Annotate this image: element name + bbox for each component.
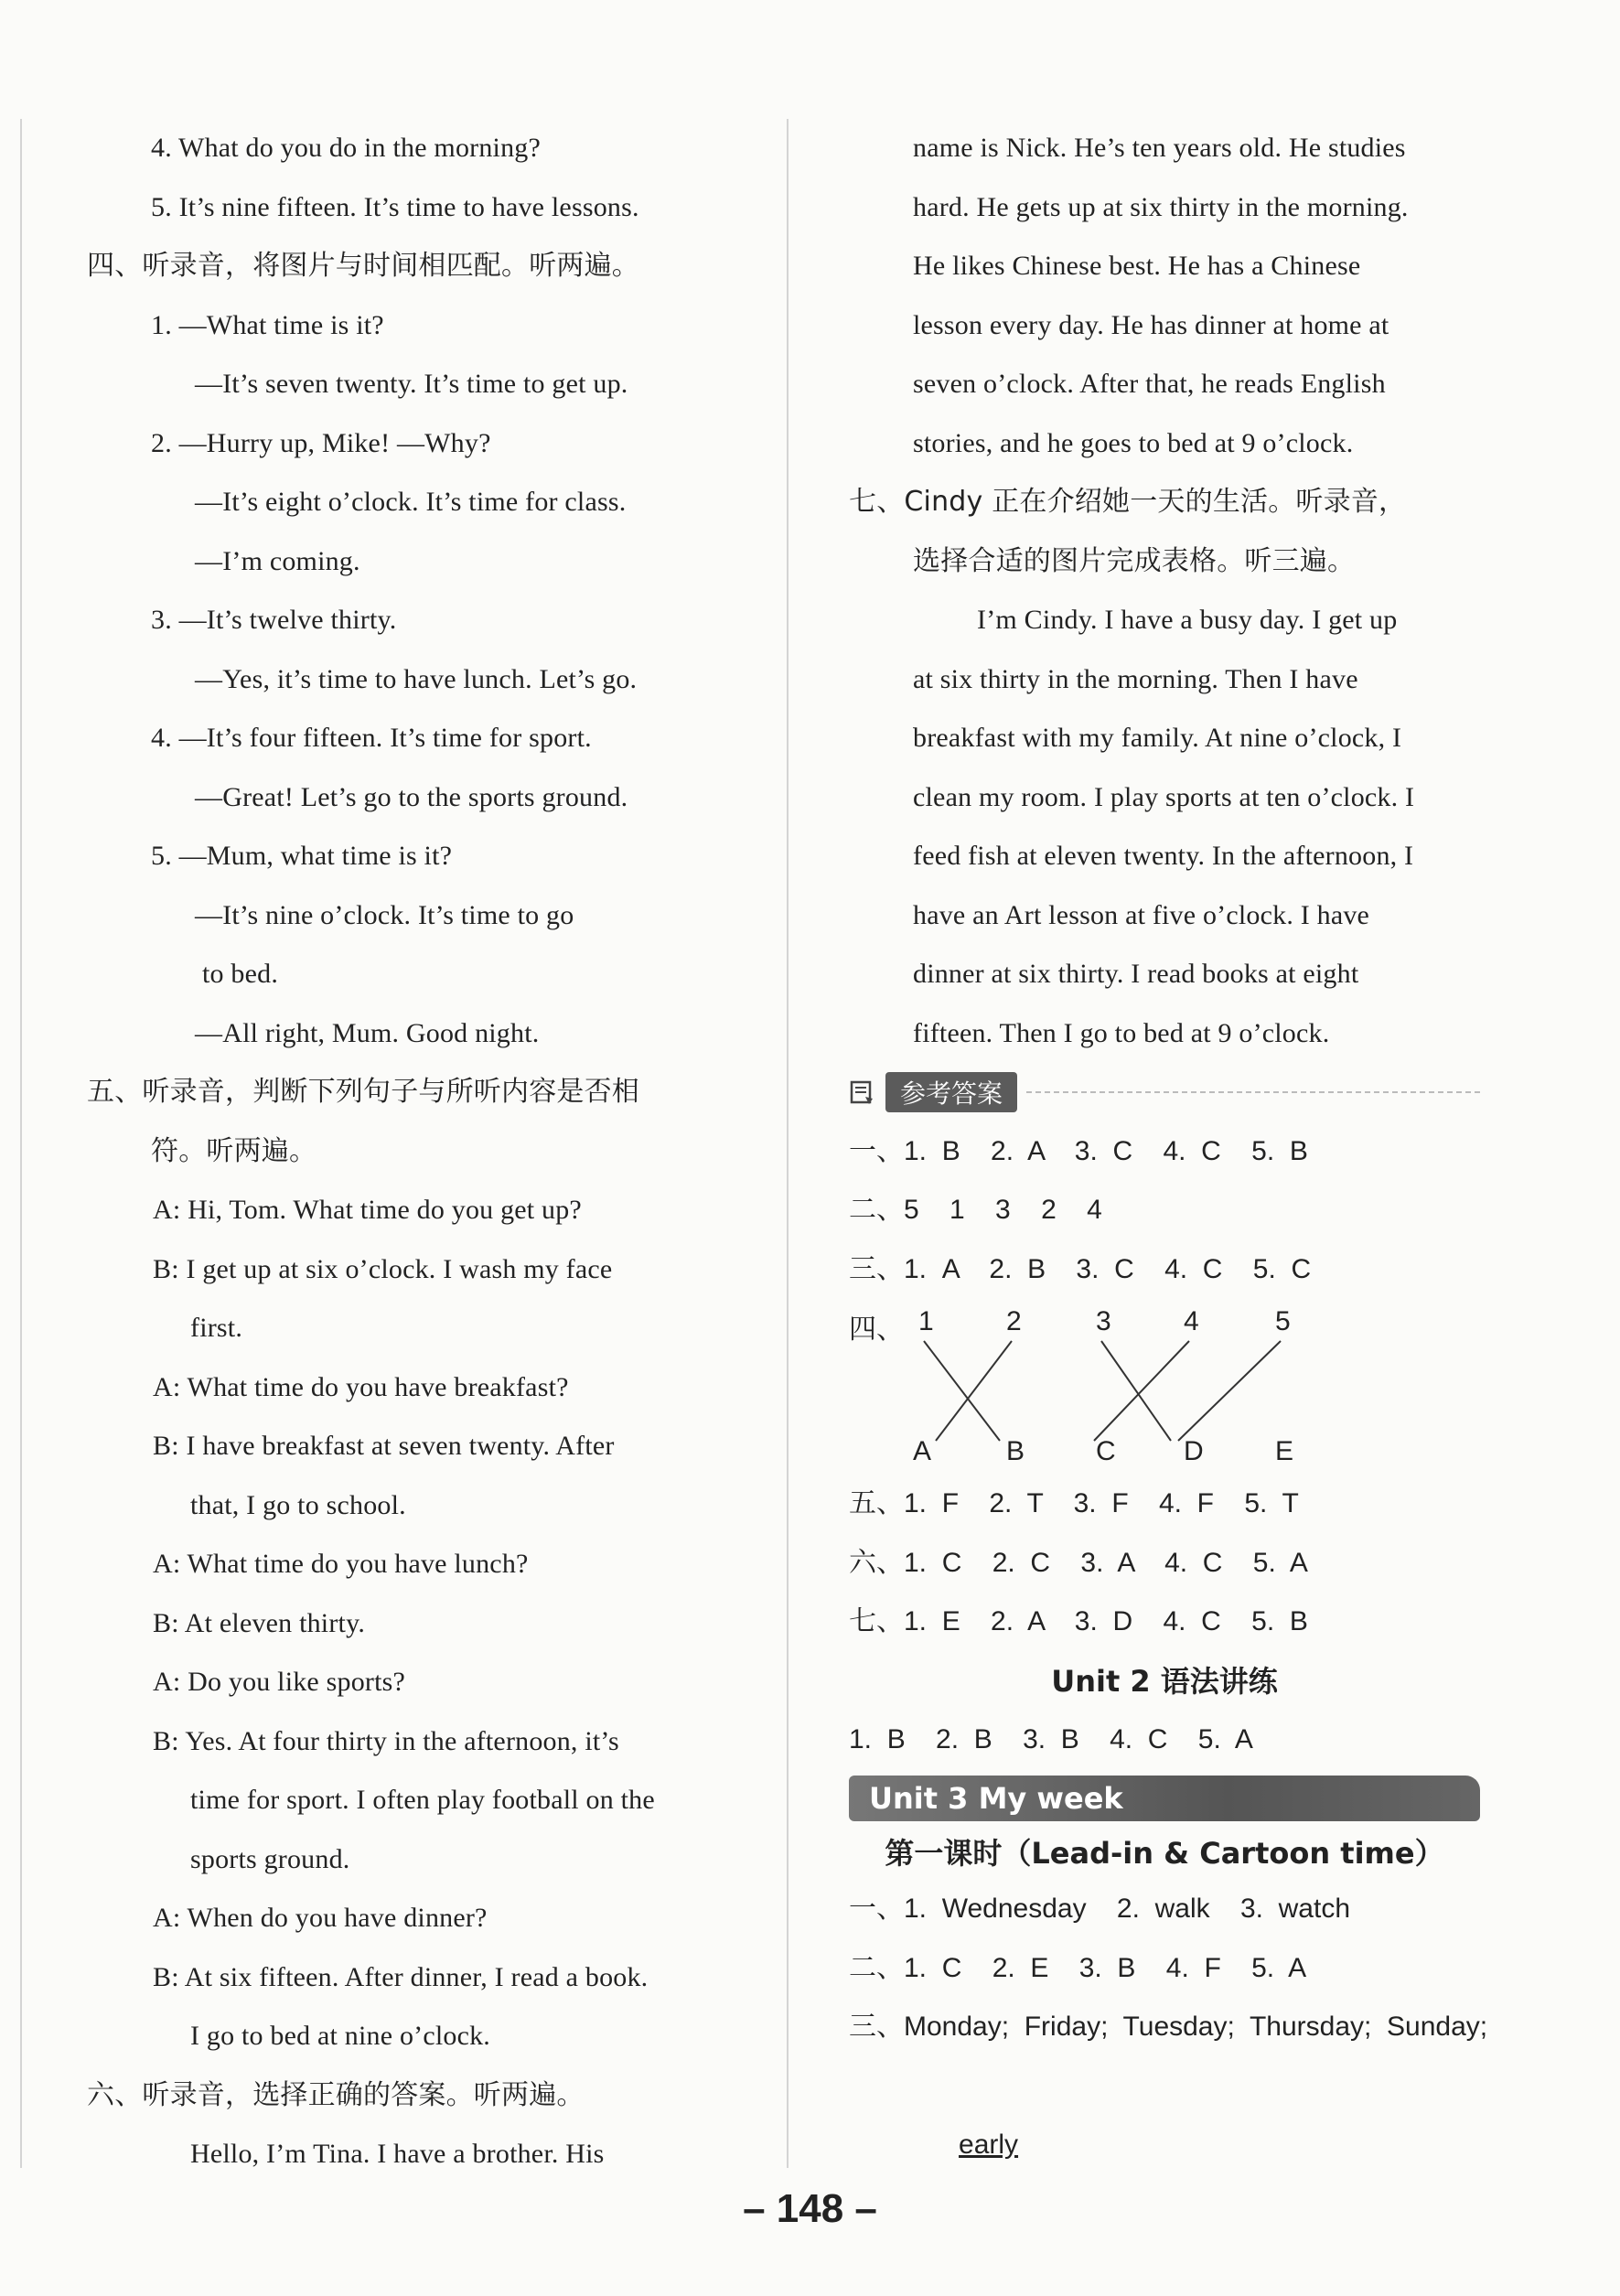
left-text-line: —Yes, it’s time to have lunch. Let’s go. <box>195 663 638 694</box>
matching-answer <box>849 1299 1480 1475</box>
unit3-answer-row-3b: early <box>959 2130 1019 2160</box>
right-column <box>849 119 1488 2160</box>
left-text-line: —It’s nine o’clock. It’s time to go <box>195 899 574 930</box>
left-text-line: A: What time do you have breakfast? <box>153 1371 569 1402</box>
left-text-line: A: Hi, Tom. What time do you get up? <box>153 1195 582 1225</box>
match-bottom-c: C <box>1096 1436 1116 1466</box>
left-text-line: 四、听录音，将图片与时间相匹配。听两遍。 <box>87 250 639 282</box>
answers-title: 参考答案 <box>885 1072 1017 1112</box>
match-bottom-a: A <box>913 1436 932 1466</box>
page-edge-rule <box>20 119 22 2168</box>
left-text-line: 4. What do you do in the morning? <box>151 133 541 163</box>
right-text-line: He likes Chinese best. He has a Chinese <box>913 251 1361 281</box>
left-text-line: A: What time do you have lunch? <box>153 1549 529 1579</box>
answer-row-5: 五、1. F 2. T 3. F 4. F 5. T <box>849 1488 1299 1518</box>
right-text-line: hard. He gets up at six thirty in the morning. <box>913 191 1409 222</box>
answer-book-icon <box>849 1078 876 1106</box>
lesson-title: 第一课时（Lead-in & Cartoon time） <box>885 1835 1444 1871</box>
left-text-line: 1. —What time is it? <box>151 309 384 340</box>
left-text-line: —All right, Mum. Good night. <box>195 1017 540 1048</box>
matching-label: 四、 <box>849 1314 904 1345</box>
match-line-1-b <box>924 1341 1000 1441</box>
unit3-banner: Unit 3 My week <box>849 1776 1480 1821</box>
right-text-line: lesson every day. He has dinner at home at <box>913 309 1389 340</box>
unit3-answer-row-1: 一、1. Wednesday 2. walk 3. watch <box>849 1894 1351 1924</box>
left-text-line: first. <box>190 1313 243 1343</box>
match-line-4-c <box>1094 1341 1189 1441</box>
answer-row-6: 六、1. C 2. C 3. A 4. C 5. A <box>849 1547 1308 1578</box>
left-text-line: 符。听两遍。 <box>151 1134 317 1167</box>
left-text-line: 3. —It’s twelve thirty. <box>151 605 397 635</box>
match-top-2: 2 <box>1006 1306 1022 1336</box>
left-text-line: Hello, I’m Tina. I have a brother. His <box>190 2139 605 2169</box>
left-text-line: 2. —Hurry up, Mike! —Why? <box>151 427 491 458</box>
left-text-line: 5. It’s nine fifteen. It’s time to have lessons. <box>151 191 639 222</box>
left-text-line: I go to bed at nine o’clock. <box>190 2021 490 2051</box>
right-text-line: feed fish at eleven twenty. In the afternoon, I <box>913 841 1414 871</box>
left-text-line: —It’s seven twenty. It’s time to get up. <box>195 369 628 399</box>
left-column <box>87 119 732 2184</box>
answer-row-1: 一、1. B 2. A 3. C 4. C 5. B <box>849 1135 1308 1166</box>
right-text-line: name is Nick. He’s ten years old. He studies <box>913 133 1406 163</box>
match-top-5: 5 <box>1275 1306 1291 1336</box>
right-text-line: have an Art lesson at five o’clock. I have <box>913 899 1370 930</box>
left-text-line: time for sport. I often play football on the <box>190 1785 655 1815</box>
left-text-line: sports ground. <box>190 1843 350 1874</box>
match-bottom-d: D <box>1184 1436 1204 1466</box>
left-text-line: 4. —It’s four fifteen. It’s time for sport. <box>151 723 592 753</box>
right-text-line: dinner at six thirty. I read books at eight <box>913 959 1359 989</box>
unit3-answer-row-3: 三、Monday; Friday; Tuesday; Thursday; Sunday; <box>849 2012 1488 2042</box>
match-top-3: 3 <box>1096 1306 1111 1336</box>
page-number: – 148 – <box>743 2186 877 2231</box>
left-text-line: —Great! Let’s go to the sports ground. <box>195 781 628 812</box>
right-text-line: stories, and he goes to bed at 9 o’clock. <box>913 427 1354 458</box>
left-text-line: 五、听录音，判断下列句子与所听内容是否相 <box>87 1076 639 1108</box>
answer-row-3: 三、1. A 2. B 3. C 4. C 5. C <box>849 1253 1312 1284</box>
left-text-line: A: Do you like sports? <box>153 1667 406 1697</box>
answer-row-2: 二、5 1 3 2 4 <box>849 1195 1102 1225</box>
match-line-5-e-cross <box>1178 1341 1281 1441</box>
dashed-divider <box>1026 1091 1480 1093</box>
match-top-4: 4 <box>1184 1306 1199 1336</box>
right-text-line: seven o’clock. After that, he reads English <box>913 369 1386 399</box>
unit2-answers: 1. B 2. B 3. B 4. C 5. A <box>849 1724 1253 1754</box>
right-text-line: clean my room. I play sports at ten o’clock. I <box>913 781 1415 812</box>
left-text-line: B: At six fifteen. After dinner, I read a book. <box>153 1961 649 1992</box>
right-column-text <box>849 119 1480 1063</box>
answer-row-7: 七、1. E 2. A 3. D 4. C 5. B <box>849 1606 1308 1636</box>
right-text-line: 选择合适的图片完成表格。听三遍。 <box>913 544 1356 577</box>
answers-header <box>849 1063 1480 1122</box>
left-text-line: 5. —Mum, what time is it? <box>151 841 453 871</box>
left-text-line: B: Yes. At four thirty in the afternoon, it’s <box>153 1725 619 1756</box>
left-text-line: to bed. <box>202 959 279 989</box>
left-text-line: B: I have breakfast at seven twenty. After <box>153 1431 615 1461</box>
left-text-line: B: At eleven thirty. <box>153 1607 366 1638</box>
match-bottom-b: B <box>1006 1436 1025 1466</box>
match-line-3-d <box>1101 1341 1171 1441</box>
left-text-line: —I’m coming. <box>195 545 360 576</box>
match-bottom-e: E <box>1275 1436 1294 1466</box>
match-line-2-a <box>936 1341 1012 1441</box>
column-divider <box>787 119 789 2168</box>
right-text-line: fifteen. Then I go to bed at 9 o’clock. <box>913 1017 1330 1048</box>
unit3-answer-row-3b-wrap <box>849 2057 1480 2160</box>
unit3-answer-row-2: 二、1. C 2. E 3. B 4. F 5. A <box>849 1952 1307 1983</box>
match-top-1: 1 <box>918 1306 934 1336</box>
left-text-line: —It’s eight o’clock. It’s time for class. <box>195 487 627 517</box>
right-text-line: at six thirty in the morning. Then I have <box>913 663 1358 694</box>
right-text-line: breakfast with my family. At nine o’clock, I <box>913 723 1402 753</box>
right-text-line: I’m Cindy. I have a busy day. I get up <box>977 605 1398 635</box>
right-text-line: 七、Cindy 正在介绍她一天的生活。听录音， <box>849 486 1407 518</box>
unit2-title: Unit 2 语法讲练 <box>1051 1663 1278 1699</box>
left-text-line: that, I go to school. <box>190 1489 406 1520</box>
left-text-line: A: When do you have dinner? <box>153 1903 488 1933</box>
left-text-line: B: I get up at six o’clock. I wash my face <box>153 1253 613 1284</box>
left-text-line: 六、听录音，选择正确的答案。听两遍。 <box>87 2078 585 2111</box>
